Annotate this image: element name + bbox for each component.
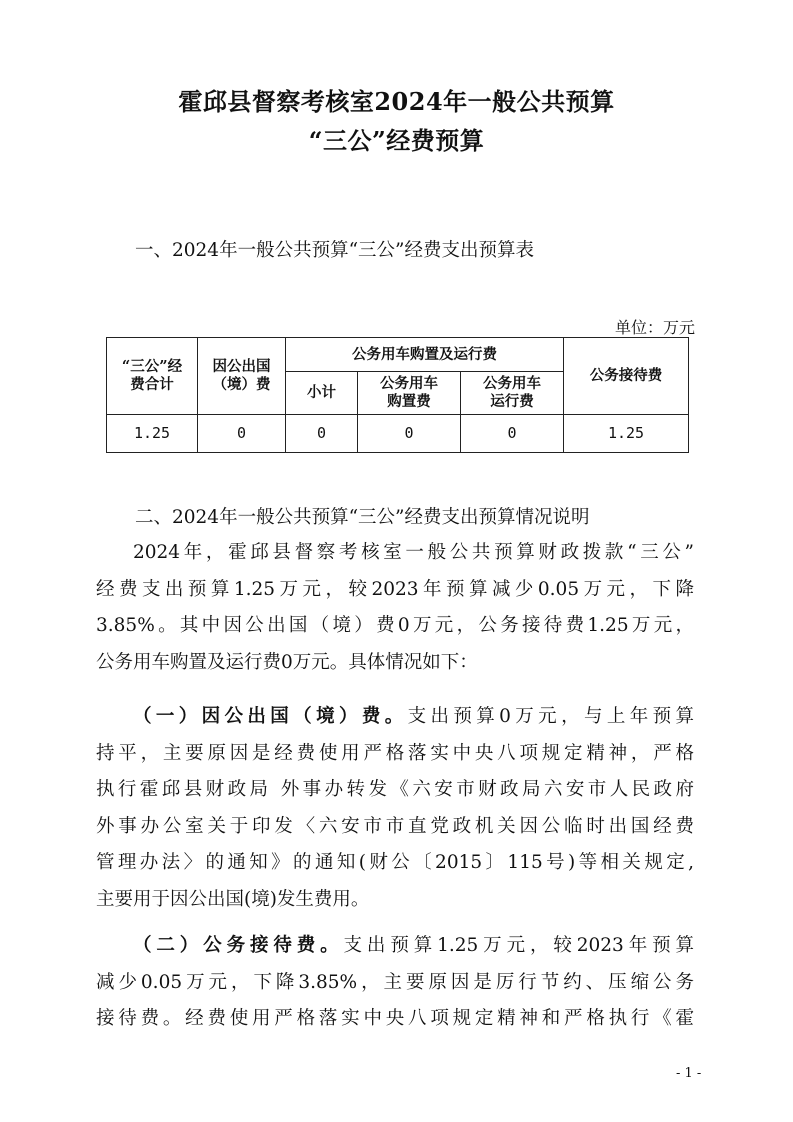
text-line: 管理办法〉的通知》的通知(财公〔2015〕115号)等相关规定, <box>96 852 694 873</box>
text-line: 执行霍邱县财政局 外事办转发《六安市财政局六安市人民政府 <box>96 779 694 800</box>
header-vehicle-purchase: 公务用车购置费 <box>358 372 461 414</box>
text-line: 减少0.05万元，下降3.85%，主要原因是厉行节约、压缩公务 <box>96 971 694 993</box>
paragraph-reception <box>96 928 694 1038</box>
header-total: “三公”经费合计 <box>107 338 198 415</box>
text-line: 公务用车购置及运行费0万元。具体情况如下： <box>96 651 478 673</box>
text-line <box>96 699 694 736</box>
text-fragment: 支出预算1.25万元，较2023年预算 <box>343 935 694 956</box>
text-line: 主要用于因公出国(境)发生费用。 <box>96 888 370 910</box>
text-line: 经费支出预算1.25万元，较2023年预算减少0.05万元，下降 <box>96 578 694 600</box>
page-number: - 1 - <box>676 1066 702 1081</box>
text-fragment: 支出预算0万元，与上年预算 <box>407 706 694 727</box>
header-subtotal: 小计 <box>286 372 358 414</box>
paragraph-lead: （二）公务接待费。 <box>133 935 344 956</box>
text-line: 3.85%。其中因公出国（境）费0万元，公务接待费1.25万元， <box>96 615 694 636</box>
cell-reception: 1.25 <box>564 414 689 452</box>
header-vehicle-group: 公务用车购置及运行费 <box>286 338 564 372</box>
cell-abroad: 0 <box>198 414 286 452</box>
table-row <box>107 414 689 452</box>
cell-vehicle-operation: 0 <box>461 414 564 452</box>
budget-table <box>106 337 689 453</box>
text-line <box>96 928 694 965</box>
text-line: 2024年，霍邱县督察考核室一般公共预算财政拨款“三公” <box>133 542 694 563</box>
section2-heading: 二、2024年一般公共预算“三公”经费支出预算情况说明 <box>135 507 590 528</box>
header-vehicle-operation: 公务用车运行费 <box>461 372 564 414</box>
text-line: 外事办公室关于印发〈六安市市直党政机关因公临时出国经费 <box>96 815 694 837</box>
cell-vehicle-purchase: 0 <box>358 414 461 452</box>
paragraph-abroad <box>96 699 694 918</box>
cell-subtotal: 0 <box>286 414 358 452</box>
document-title-line2: “三公”经费预算 <box>308 126 485 155</box>
cell-total: 1.25 <box>107 414 198 452</box>
text-line: 接待费。经费使用严格落实中央八项规定精神和严格执行《霍 <box>96 1008 694 1029</box>
text-line: 持平，主要原因是经费使用严格落实中央八项规定精神，严格 <box>96 742 694 764</box>
document-title-line1: 霍邱县督察考核室2024年一般公共预算 <box>178 87 615 116</box>
header-reception: 公务接待费 <box>564 338 689 415</box>
paragraph-summary <box>96 535 694 681</box>
section1-heading: 一、2024年一般公共预算“三公”经费支出预算表 <box>135 240 534 261</box>
paragraph-lead: （一）因公出国（境）费。 <box>133 706 408 727</box>
unit-label: 单位：万元 <box>614 318 695 337</box>
header-abroad: 因公出国（境）费 <box>198 338 286 415</box>
